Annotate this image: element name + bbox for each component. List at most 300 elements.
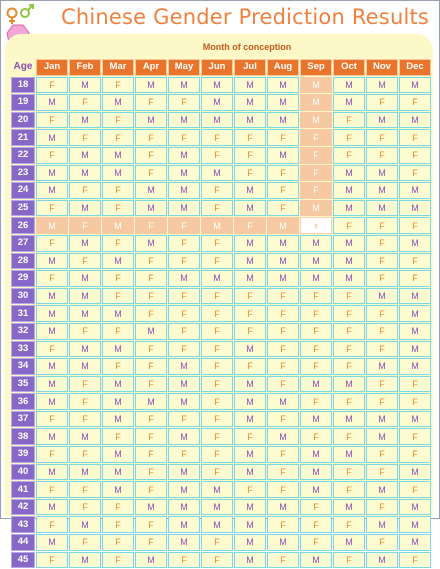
gender-cell: F — [366, 534, 398, 551]
gender-cell: M — [168, 393, 200, 410]
gender-cell: F — [366, 147, 398, 164]
table-row — [11, 129, 431, 146]
gender-cell: F — [135, 165, 167, 182]
gender-cell: M — [333, 376, 365, 393]
gender-cell: F — [333, 147, 365, 164]
gender-cell: F — [201, 464, 233, 481]
gender-cell: F — [201, 288, 233, 305]
gender-cell: F — [333, 464, 365, 481]
gender-cell: F — [399, 552, 431, 569]
age-cell: 19 — [11, 94, 35, 111]
gender-cell: M — [234, 411, 266, 428]
gender-cell: F — [135, 516, 167, 533]
gender-cell: M — [69, 464, 101, 481]
gender-cell: F — [69, 499, 101, 516]
gender-cell: M — [168, 270, 200, 287]
gender-cell: F — [399, 428, 431, 445]
gender-cell: M — [234, 253, 266, 270]
highlighted-age-cell: M — [267, 217, 299, 234]
gender-cell: M — [267, 147, 299, 164]
gender-cell: M — [69, 428, 101, 445]
gender-cell: M — [69, 341, 101, 358]
gender-cell: F — [399, 165, 431, 182]
gender-cell: M — [300, 253, 332, 270]
table-row — [11, 200, 431, 217]
table-row — [11, 428, 431, 445]
gender-cell: M — [102, 464, 134, 481]
gender-cell: M — [168, 358, 200, 375]
gender-cell: M — [102, 481, 134, 498]
gender-cell: M — [102, 94, 134, 111]
gender-cell: F — [102, 552, 134, 569]
gender-cell: F — [135, 341, 167, 358]
gender-cell: M — [102, 341, 134, 358]
gender-cell: M — [234, 376, 266, 393]
gender-cell: M — [36, 323, 68, 340]
gender-cell: M — [366, 358, 398, 375]
gender-cell: M — [201, 481, 233, 498]
gender-cell: M — [102, 376, 134, 393]
gender-cell: F — [69, 253, 101, 270]
gender-cell: M — [366, 77, 398, 94]
gender-cell: F — [102, 358, 134, 375]
gender-cell: F — [333, 112, 365, 129]
age-cell: 45 — [11, 552, 35, 569]
gender-cell: M — [333, 534, 365, 551]
gender-cell: M — [300, 446, 332, 463]
gender-cell: M — [201, 165, 233, 182]
predicted-result-cell: ♀ — [300, 217, 332, 234]
gender-cell: M — [135, 393, 167, 410]
age-cell: 38 — [11, 428, 35, 445]
highlighted-month-cell: M — [300, 112, 332, 129]
gender-cell: F — [69, 411, 101, 428]
gender-cell: M — [168, 77, 200, 94]
gender-cell: F — [267, 288, 299, 305]
gender-cell: M — [69, 358, 101, 375]
gender-cell: M — [399, 112, 431, 129]
gender-cell: M — [69, 305, 101, 322]
gender-cell: F — [333, 288, 365, 305]
gender-cell: M — [69, 516, 101, 533]
gender-cell: M — [399, 516, 431, 533]
gender-cell: M — [234, 270, 266, 287]
gender-cell: F — [102, 77, 134, 94]
gender-cell: F — [168, 235, 200, 252]
gender-cell: F — [69, 182, 101, 199]
gender-cell: F — [201, 358, 233, 375]
gender-cell: F — [36, 77, 68, 94]
gender-cell: M — [366, 200, 398, 217]
month-header: May — [168, 59, 200, 76]
age-cell: 34 — [11, 358, 35, 375]
gender-cell: F — [36, 147, 68, 164]
gender-cell: M — [300, 464, 332, 481]
gender-cell: F — [267, 516, 299, 533]
gender-cell: F — [300, 534, 332, 551]
gender-cell: M — [234, 341, 266, 358]
month-header: Jul — [234, 59, 266, 76]
header-row — [11, 59, 431, 76]
gender-cell: F — [102, 129, 134, 146]
gender-cell: F — [201, 253, 233, 270]
gender-cell: M — [168, 481, 200, 498]
gender-cell: F — [36, 235, 68, 252]
gender-cell: F — [399, 376, 431, 393]
gender-cell: M — [234, 534, 266, 551]
gender-cell: F — [135, 94, 167, 111]
gender-cell: F — [201, 393, 233, 410]
gender-cell: F — [102, 270, 134, 287]
gender-cell: M — [234, 446, 266, 463]
gender-cell: M — [135, 235, 167, 252]
gender-cell: M — [36, 428, 68, 445]
table-row — [11, 165, 431, 182]
age-cell: 26 — [11, 217, 35, 234]
gender-cell: M — [36, 358, 68, 375]
gender-cell: M — [333, 182, 365, 199]
age-cell: 24 — [11, 182, 35, 199]
gender-cell: F — [102, 288, 134, 305]
gender-cell: F — [366, 129, 398, 146]
gender-cell: F — [267, 129, 299, 146]
gender-cell: M — [36, 464, 68, 481]
month-header: Jan — [36, 59, 68, 76]
gender-cell: M — [135, 499, 167, 516]
gender-cell: F — [102, 499, 134, 516]
gender-cell: F — [234, 305, 266, 322]
gender-cell: M — [366, 516, 398, 533]
gender-cell: M — [69, 77, 101, 94]
gender-cell: F — [366, 94, 398, 111]
age-cell: 39 — [11, 446, 35, 463]
month-header: Aug — [267, 59, 299, 76]
gender-cell: F — [36, 516, 68, 533]
table-row — [11, 147, 431, 164]
chart-body — [11, 77, 431, 569]
gender-cell: F — [36, 270, 68, 287]
gender-cell: F — [201, 129, 233, 146]
highlighted-month-cell: M — [300, 77, 332, 94]
age-cell: 23 — [11, 165, 35, 182]
age-cell: 43 — [11, 516, 35, 533]
gender-cell: M — [267, 253, 299, 270]
gender-cell: F — [333, 217, 365, 234]
gender-cell: M — [333, 200, 365, 217]
table-row — [11, 235, 431, 252]
gender-cell: M — [201, 112, 233, 129]
gender-cell: F — [234, 288, 266, 305]
gender-cell: M — [36, 376, 68, 393]
gender-cell: F — [267, 481, 299, 498]
gender-cell: M — [135, 200, 167, 217]
gender-cell: F — [102, 534, 134, 551]
gender-cell: M — [69, 552, 101, 569]
gender-cell: M — [168, 182, 200, 199]
gender-cell: F — [102, 200, 134, 217]
gender-cell: M — [234, 77, 266, 94]
table-row — [11, 77, 431, 94]
gender-cell: F — [135, 376, 167, 393]
gender-cell: F — [267, 182, 299, 199]
gender-chart-table — [10, 58, 432, 569]
gender-cell: F — [399, 147, 431, 164]
gender-cell: M — [366, 112, 398, 129]
gender-cell: F — [36, 446, 68, 463]
gender-cell: F — [399, 129, 431, 146]
gender-cell: F — [36, 112, 68, 129]
gender-cell: F — [69, 534, 101, 551]
gender-cell: F — [201, 182, 233, 199]
gender-cell: F — [300, 288, 332, 305]
gender-cell: M — [102, 411, 134, 428]
highlighted-age-cell: F — [168, 217, 200, 234]
month-header: Sep — [300, 59, 332, 76]
table-row — [11, 446, 431, 463]
gender-cell: M — [168, 428, 200, 445]
gender-cell: M — [333, 77, 365, 94]
gender-cell: F — [102, 235, 134, 252]
gender-cell: F — [267, 323, 299, 340]
month-of-conception-label: Month of conception — [202, 42, 292, 52]
gender-cell: F — [366, 323, 398, 340]
gender-cell: F — [399, 217, 431, 234]
gender-cell: M — [135, 323, 167, 340]
gender-cell: M — [366, 288, 398, 305]
gender-cell: F — [201, 200, 233, 217]
gender-cell: F — [234, 428, 266, 445]
gender-cell: F — [168, 253, 200, 270]
highlighted-month-cell: F — [300, 182, 332, 199]
gender-cell: M — [36, 253, 68, 270]
age-cell: 31 — [11, 305, 35, 322]
table-row — [11, 393, 431, 410]
gender-cell: F — [234, 147, 266, 164]
gender-cell: F — [366, 217, 398, 234]
gender-cell: M — [102, 253, 134, 270]
gender-cell: F — [333, 358, 365, 375]
age-cell: 32 — [11, 323, 35, 340]
gender-cell: F — [300, 305, 332, 322]
gender-cell: F — [333, 393, 365, 410]
gender-cell: F — [234, 165, 266, 182]
gender-cell: M — [234, 94, 266, 111]
gender-cell: M — [168, 376, 200, 393]
gender-cell: M — [399, 288, 431, 305]
gender-cell: M — [168, 534, 200, 551]
gender-cell: M — [399, 358, 431, 375]
gender-cell: M — [201, 516, 233, 533]
gender-cell: F — [168, 552, 200, 569]
gender-cell: F — [36, 411, 68, 428]
gender-cell: M — [333, 499, 365, 516]
gender-cell: F — [399, 481, 431, 498]
gender-cell: F — [399, 393, 431, 410]
age-cell: 27 — [11, 235, 35, 252]
gender-cell: F — [69, 94, 101, 111]
age-cell: 22 — [11, 147, 35, 164]
age-cell: 33 — [11, 341, 35, 358]
gender-cell: M — [399, 534, 431, 551]
gender-cell: F — [201, 534, 233, 551]
gender-cell: M — [399, 235, 431, 252]
gender-cell: M — [69, 270, 101, 287]
gender-cell: F — [168, 94, 200, 111]
gender-cell: F — [267, 305, 299, 322]
gender-cell: F — [201, 411, 233, 428]
gender-cell: M — [69, 235, 101, 252]
gender-cell: F — [300, 499, 332, 516]
month-header: Nov — [366, 59, 398, 76]
gender-cell: M — [102, 393, 134, 410]
gender-cell: M — [36, 288, 68, 305]
gender-cell: F — [168, 323, 200, 340]
gender-cell: F — [135, 411, 167, 428]
gender-cell: F — [234, 129, 266, 146]
gender-cell: M — [234, 393, 266, 410]
table-row — [11, 499, 431, 516]
gender-cell: M — [267, 94, 299, 111]
gender-cell: F — [36, 552, 68, 569]
gender-cell: M — [234, 516, 266, 533]
table-row — [11, 481, 431, 498]
month-header: Dec — [399, 59, 431, 76]
gender-cell: F — [399, 253, 431, 270]
table-row — [11, 270, 431, 287]
gender-cell: F — [201, 376, 233, 393]
gender-cell: F — [135, 428, 167, 445]
gender-cell: M — [333, 411, 365, 428]
table-row — [11, 534, 431, 551]
gender-cell: M — [333, 165, 365, 182]
gender-cell: M — [36, 182, 68, 199]
table-row — [11, 341, 431, 358]
gender-cell: M — [102, 305, 134, 322]
age-cell: 25 — [11, 200, 35, 217]
month-header: Jun — [201, 59, 233, 76]
gender-cell: M — [267, 235, 299, 252]
gender-cell: M — [399, 464, 431, 481]
age-cell: 18 — [11, 77, 35, 94]
gender-cell: F — [366, 235, 398, 252]
gender-cell: F — [201, 305, 233, 322]
gender-cell: F — [201, 323, 233, 340]
gender-cell: M — [399, 323, 431, 340]
highlighted-age-cell: M — [102, 217, 134, 234]
month-header: Feb — [69, 59, 101, 76]
gender-cell: F — [333, 129, 365, 146]
gender-cell: M — [69, 288, 101, 305]
table-row — [11, 376, 431, 393]
gender-cell: M — [168, 165, 200, 182]
highlighted-month-cell: F — [300, 165, 332, 182]
gender-cell: F — [267, 464, 299, 481]
gender-cell: M — [168, 516, 200, 533]
gender-cell: M — [168, 499, 200, 516]
gender-cell: M — [102, 147, 134, 164]
highlighted-month-cell: M — [300, 200, 332, 217]
gender-cell: F — [399, 446, 431, 463]
table-row — [11, 94, 431, 111]
gender-cell: F — [267, 376, 299, 393]
gender-cell: F — [234, 481, 266, 498]
gender-cell: M — [201, 94, 233, 111]
gender-cell: M — [267, 534, 299, 551]
gender-cell: F — [168, 288, 200, 305]
table-row — [11, 464, 431, 481]
gender-cell: F — [366, 376, 398, 393]
gender-cell: M — [267, 77, 299, 94]
highlighted-month-cell: F — [300, 129, 332, 146]
gender-cell: F — [201, 341, 233, 358]
gender-cell: M — [300, 411, 332, 428]
age-cell: 36 — [11, 393, 35, 410]
gender-cell: M — [135, 552, 167, 569]
gender-cell: F — [267, 552, 299, 569]
gender-cell: F — [135, 129, 167, 146]
gender-cell: F — [300, 428, 332, 445]
gender-cell: F — [168, 129, 200, 146]
age-cell: 21 — [11, 129, 35, 146]
table-row — [11, 358, 431, 375]
gender-cell: F — [168, 341, 200, 358]
gender-cell: F — [201, 428, 233, 445]
gender-cell: F — [135, 253, 167, 270]
gender-cell: F — [201, 552, 233, 569]
gender-cell: M — [168, 464, 200, 481]
gender-cell: M — [333, 235, 365, 252]
gender-cell: M — [399, 182, 431, 199]
age-cell: 29 — [11, 270, 35, 287]
table-row — [11, 323, 431, 340]
table-row — [11, 552, 431, 569]
gender-cell: M — [168, 200, 200, 217]
gender-cell: M — [234, 235, 266, 252]
gender-cell: F — [300, 323, 332, 340]
table-row — [11, 288, 431, 305]
gender-cell: M — [36, 534, 68, 551]
gender-cell: M — [102, 446, 134, 463]
gender-cell: M — [69, 147, 101, 164]
gender-cell: F — [36, 341, 68, 358]
gender-cell: F — [102, 428, 134, 445]
highlighted-age-cell: F — [69, 217, 101, 234]
gender-cell: F — [366, 499, 398, 516]
gender-cell: M — [366, 411, 398, 428]
gender-cell: M — [333, 270, 365, 287]
age-header: Age — [11, 59, 35, 76]
gender-cell: M — [300, 270, 332, 287]
gender-cell: F — [366, 270, 398, 287]
gender-cell: M — [201, 499, 233, 516]
gender-cell: M — [69, 165, 101, 182]
gender-cell: F — [201, 446, 233, 463]
gender-cell: M — [333, 446, 365, 463]
gender-cell: M — [366, 165, 398, 182]
table-row — [11, 253, 431, 270]
gender-cell: F — [102, 182, 134, 199]
gender-cell: F — [333, 481, 365, 498]
gender-cell: F — [267, 358, 299, 375]
gender-cell: F — [69, 323, 101, 340]
gender-cell: M — [267, 499, 299, 516]
gender-cell: F — [267, 341, 299, 358]
gender-cell: M — [366, 428, 398, 445]
gender-cell: F — [366, 253, 398, 270]
age-cell: 41 — [11, 481, 35, 498]
gender-cell: F — [300, 358, 332, 375]
highlighted-age-cell: M — [36, 217, 68, 234]
